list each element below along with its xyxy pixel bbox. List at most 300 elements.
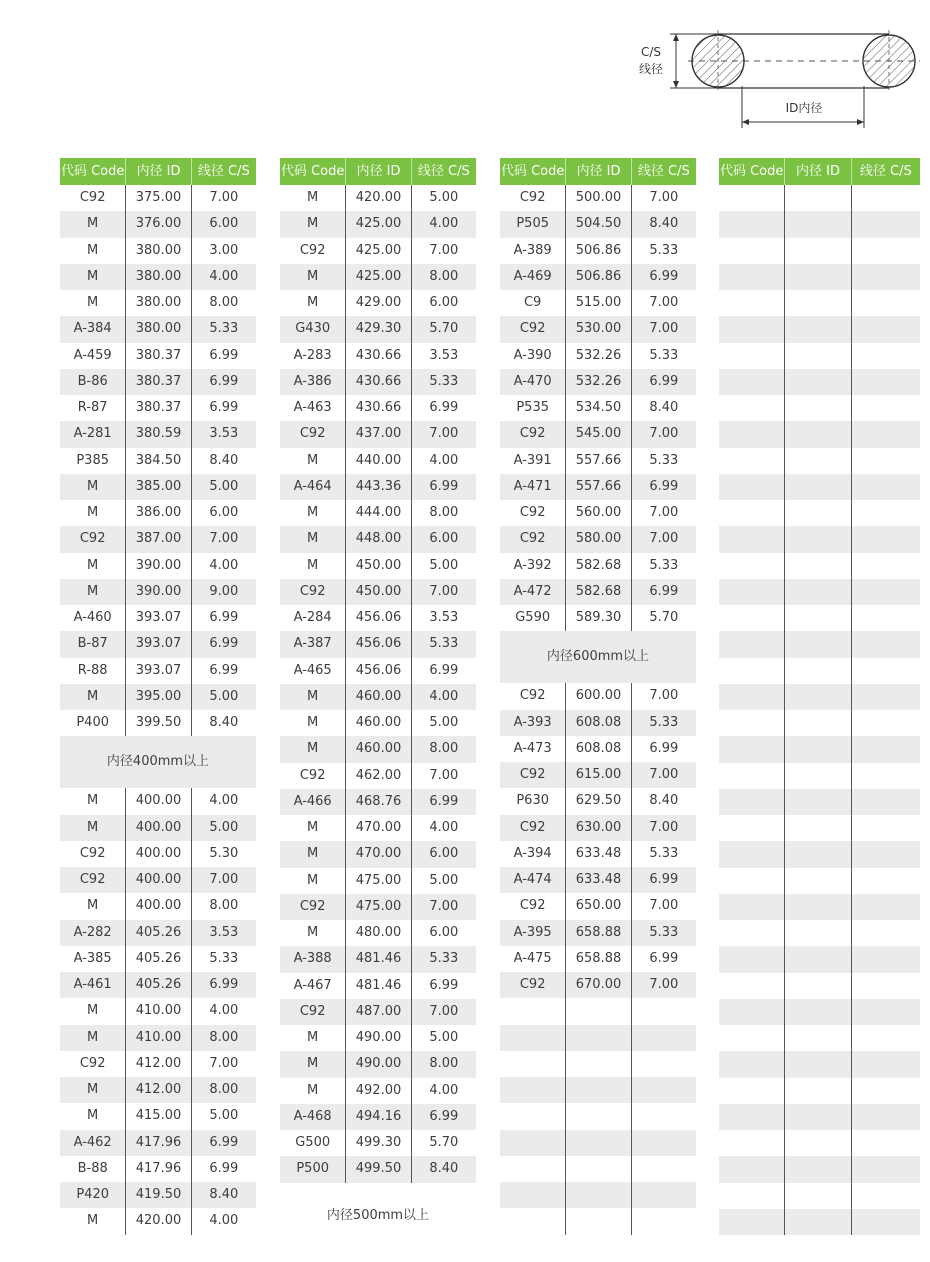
cell-code: M	[280, 841, 346, 867]
table-row	[60, 1208, 256, 1234]
cell-code	[500, 1130, 566, 1156]
cell-cross-section: 6.99	[209, 977, 239, 992]
table-row	[719, 868, 920, 894]
table-row	[60, 1025, 256, 1051]
cell-cross-section	[852, 815, 920, 841]
table-row	[60, 343, 256, 369]
cell-code	[719, 369, 785, 395]
cell-code: C92	[280, 763, 346, 789]
cell-cross-section: 5.00	[209, 819, 239, 835]
cell-cross-section	[632, 1130, 696, 1156]
table-row	[719, 500, 920, 526]
cell-code: M	[60, 684, 126, 710]
cell-inner-diameter: 534.50	[566, 395, 631, 421]
cell-inner-diameter: 530.00	[566, 316, 631, 342]
cell-inner-diameter: 385.00	[126, 474, 191, 500]
table-row	[280, 421, 476, 447]
cell-cross-section: 5.00	[429, 1030, 459, 1045]
table-row	[60, 1103, 256, 1129]
cell-inner-diameter: 419.50	[126, 1182, 191, 1208]
cell-code: A-393	[500, 710, 566, 736]
table-row	[719, 1051, 920, 1077]
cell-inner-diameter	[785, 658, 851, 684]
cell-code: A-468	[280, 1104, 346, 1130]
cell-code	[719, 1183, 785, 1209]
header-cross-section: 线径 C/S	[417, 164, 470, 179]
cell-cross-section: 5.00	[209, 1108, 239, 1124]
header-code: 代码 Code	[280, 158, 346, 185]
cell-cross-section	[852, 1130, 920, 1156]
cell-inner-diameter: 390.00	[126, 553, 191, 579]
cell-code	[719, 605, 785, 631]
cell-inner-diameter: 475.00	[346, 868, 411, 894]
cell-cross-section: 6.00	[429, 295, 459, 310]
cell-cross-section: 7.00	[429, 426, 459, 442]
cell-inner-diameter: 460.00	[346, 684, 411, 710]
cell-code: A-394	[500, 841, 566, 867]
cell-code: M	[280, 526, 346, 552]
cell-code: A-464	[280, 474, 346, 500]
cell-cross-section	[852, 238, 920, 264]
cell-cross-section: 7.00	[429, 583, 459, 599]
cell-cross-section: 8.00	[429, 1056, 459, 1072]
o-ring-diagram	[630, 20, 930, 132]
cell-code: M	[280, 1025, 346, 1051]
cell-code: P400	[60, 710, 126, 736]
cell-inner-diameter: 615.00	[566, 762, 631, 788]
table-row	[60, 1077, 256, 1103]
cell-cross-section	[852, 946, 920, 972]
table-row	[500, 841, 696, 867]
cell-code: A-474	[500, 867, 566, 893]
cell-cross-section	[852, 868, 920, 894]
cell-code: G500	[280, 1130, 346, 1156]
cell-inner-diameter: 470.00	[346, 815, 411, 841]
table-row	[500, 448, 696, 474]
cell-inner-diameter: 425.00	[346, 264, 411, 290]
cell-inner-diameter: 582.68	[566, 553, 631, 579]
cell-cross-section	[852, 474, 920, 500]
cell-code: A-460	[60, 605, 126, 631]
cell-code: C92	[60, 1051, 126, 1077]
cell-code: A-392	[500, 553, 566, 579]
cell-code: C92	[500, 500, 566, 526]
cell-cross-section: 5.00	[209, 688, 239, 704]
table-body	[60, 788, 256, 1234]
cell-inner-diameter	[566, 1130, 631, 1156]
cell-cross-section: 8.40	[649, 400, 679, 415]
cell-inner-diameter	[566, 1156, 631, 1182]
cell-cross-section: 8.00	[429, 505, 459, 520]
cell-inner-diameter: 470.00	[346, 841, 411, 867]
cell-inner-diameter: 393.07	[126, 631, 191, 657]
cell-inner-diameter: 425.00	[346, 238, 411, 264]
cell-cross-section	[852, 316, 920, 342]
cell-inner-diameter: 380.59	[126, 421, 191, 447]
cell-cross-section: 6.00	[209, 505, 239, 520]
table-row	[500, 343, 696, 369]
cell-inner-diameter: 386.00	[126, 500, 191, 526]
cell-inner-diameter: 387.00	[126, 526, 191, 552]
cell-cross-section: 7.00	[649, 767, 679, 782]
cell-code	[719, 710, 785, 736]
table-row	[60, 710, 256, 736]
header-code: 代码 Code	[719, 158, 785, 185]
cell-inner-diameter	[785, 920, 851, 946]
cell-code: A-395	[500, 920, 566, 946]
table-row	[280, 973, 476, 999]
cs-dimension-label	[630, 44, 672, 78]
cell-inner-diameter: 481.46	[346, 946, 411, 972]
table-row	[500, 526, 696, 552]
table-row	[719, 1156, 920, 1182]
cell-code: M	[60, 998, 126, 1024]
cell-cross-section	[632, 998, 696, 1024]
table-row	[280, 999, 476, 1025]
cell-code	[719, 526, 785, 552]
cell-code: A-459	[60, 343, 126, 369]
cell-inner-diameter: 448.00	[346, 526, 411, 552]
cell-cross-section	[852, 211, 920, 237]
cell-inner-diameter: 376.00	[126, 211, 191, 237]
cell-code	[719, 999, 785, 1025]
cell-code: A-465	[280, 658, 346, 684]
table-row	[500, 605, 696, 631]
cell-cross-section: 6.99	[209, 1160, 239, 1176]
cell-cross-section	[852, 1209, 920, 1235]
cell-code	[500, 1156, 566, 1182]
cell-inner-diameter: 490.00	[346, 1025, 411, 1051]
cell-cross-section: 6.99	[209, 347, 239, 363]
cell-cross-section: 7.00	[209, 531, 239, 547]
cell-inner-diameter: 405.26	[126, 920, 191, 946]
cell-inner-diameter	[785, 316, 851, 342]
cell-inner-diameter: 380.00	[126, 290, 191, 316]
cell-cross-section: 6.99	[649, 740, 679, 756]
table-row	[719, 920, 920, 946]
table-row	[719, 684, 920, 710]
cell-code: M	[280, 264, 346, 290]
table-row	[60, 788, 256, 814]
cell-inner-diameter	[566, 998, 631, 1024]
table-row	[500, 893, 696, 919]
cell-inner-diameter: 393.07	[126, 605, 191, 631]
cell-cross-section	[852, 710, 920, 736]
header-inner-diameter: 内径 ID	[346, 158, 411, 185]
cell-code: C92	[280, 238, 346, 264]
cell-inner-diameter	[785, 238, 851, 264]
cell-inner-diameter: 410.00	[126, 998, 191, 1024]
cell-code	[719, 290, 785, 316]
cell-code: A-461	[60, 972, 126, 998]
cell-code: M	[280, 815, 346, 841]
table-row	[280, 343, 476, 369]
table-row	[60, 421, 256, 447]
table-row	[500, 710, 696, 736]
cell-code: A-283	[280, 343, 346, 369]
table-row	[500, 867, 696, 893]
table-header	[60, 158, 256, 185]
cell-inner-diameter: 410.00	[126, 1025, 191, 1051]
table-row	[500, 1025, 696, 1051]
cell-inner-diameter: 417.96	[126, 1156, 191, 1182]
cell-inner-diameter	[785, 264, 851, 290]
cell-cross-section: 8.00	[209, 1029, 239, 1045]
cell-cross-section	[852, 1183, 920, 1209]
cell-code	[719, 815, 785, 841]
cell-code: M	[60, 1103, 126, 1129]
cell-inner-diameter	[785, 605, 851, 631]
cell-cross-section: 7.00	[649, 295, 679, 310]
table-header	[719, 158, 920, 185]
cell-cross-section: 6.99	[429, 662, 459, 678]
cell-inner-diameter: 380.00	[126, 316, 191, 342]
table-row	[500, 1130, 696, 1156]
cell-cross-section: 8.00	[429, 741, 459, 757]
table-row	[719, 789, 920, 815]
cell-inner-diameter: 456.06	[346, 658, 411, 684]
cell-inner-diameter: 633.48	[566, 841, 631, 867]
cell-cross-section: 5.00	[429, 872, 459, 888]
cell-inner-diameter: 500.00	[566, 185, 631, 211]
cell-code: M	[60, 264, 126, 290]
cell-cross-section	[852, 290, 920, 316]
cell-inner-diameter: 557.66	[566, 474, 631, 500]
table-row	[719, 605, 920, 631]
cell-cross-section: 6.99	[429, 1108, 459, 1124]
cell-code: A-466	[280, 789, 346, 815]
cell-inner-diameter: 380.37	[126, 343, 191, 369]
cell-cross-section: 7.00	[429, 898, 459, 914]
table-body	[500, 683, 696, 1234]
table-row	[719, 1130, 920, 1156]
header-cross-section: 线径 C/S	[859, 164, 912, 179]
cell-code: P535	[500, 395, 566, 421]
cell-inner-diameter: 487.00	[346, 999, 411, 1025]
cell-cross-section: 4.00	[429, 452, 459, 468]
cell-inner-diameter	[785, 579, 851, 605]
table-row	[719, 553, 920, 579]
table-row	[719, 448, 920, 474]
cell-code	[719, 1130, 785, 1156]
cell-cross-section: 5.30	[209, 845, 239, 861]
cell-inner-diameter: 415.00	[126, 1103, 191, 1129]
cell-cross-section: 9.00	[209, 583, 239, 599]
cell-code: M	[60, 815, 126, 841]
cell-inner-diameter: 400.00	[126, 788, 191, 814]
cell-inner-diameter: 499.50	[346, 1156, 411, 1182]
cell-code: C92	[500, 893, 566, 919]
cell-code: P630	[500, 788, 566, 814]
table-row	[719, 369, 920, 395]
cell-inner-diameter	[785, 1051, 851, 1077]
cell-cross-section: 6.99	[209, 1134, 239, 1150]
cell-cross-section	[852, 736, 920, 762]
cell-inner-diameter: 380.37	[126, 395, 191, 421]
table-row	[719, 973, 920, 999]
cell-inner-diameter	[785, 973, 851, 999]
cell-inner-diameter	[566, 1208, 631, 1234]
cell-code	[719, 211, 785, 237]
table-row	[500, 395, 696, 421]
cell-code	[719, 841, 785, 867]
table-row	[500, 683, 696, 709]
table-row	[500, 579, 696, 605]
table-row	[60, 658, 256, 684]
cell-code: M	[280, 684, 346, 710]
cell-code: M	[60, 1077, 126, 1103]
cell-cross-section: 4.00	[429, 1082, 459, 1098]
cell-cross-section	[852, 448, 920, 474]
table-row	[500, 946, 696, 972]
cell-code: A-389	[500, 238, 566, 264]
cell-cross-section	[852, 841, 920, 867]
table-row	[280, 710, 476, 736]
cell-code	[719, 789, 785, 815]
table-row	[280, 1051, 476, 1077]
cell-code	[500, 1182, 566, 1208]
cell-code	[719, 238, 785, 264]
table-row	[500, 553, 696, 579]
cell-cross-section	[632, 1182, 696, 1208]
table-row	[60, 972, 256, 998]
table-row	[280, 894, 476, 920]
cell-inner-diameter	[785, 211, 851, 237]
cell-inner-diameter: 444.00	[346, 500, 411, 526]
table-row	[280, 763, 476, 789]
cell-inner-diameter	[785, 448, 851, 474]
cell-cross-section	[852, 343, 920, 369]
cell-inner-diameter: 400.00	[126, 815, 191, 841]
cell-code: G590	[500, 605, 566, 631]
cell-code	[719, 395, 785, 421]
cell-inner-diameter: 405.26	[126, 946, 191, 972]
cell-cross-section: 8.00	[209, 295, 239, 310]
cell-code: A-388	[280, 946, 346, 972]
cell-cross-section: 8.00	[209, 898, 239, 914]
table-row	[500, 920, 696, 946]
table-row	[60, 684, 256, 710]
cell-code: A-384	[60, 316, 126, 342]
cell-cross-section: 7.00	[429, 1003, 459, 1019]
cell-code	[719, 1025, 785, 1051]
table-row	[60, 290, 256, 316]
cell-cross-section: 8.40	[209, 715, 239, 730]
cell-inner-diameter: 460.00	[346, 736, 411, 762]
cell-code: A-386	[280, 369, 346, 395]
table-header	[500, 158, 696, 185]
cell-inner-diameter	[785, 763, 851, 789]
cell-inner-diameter	[785, 868, 851, 894]
cell-cross-section	[852, 579, 920, 605]
cell-code: M	[60, 211, 126, 237]
cell-cross-section: 7.00	[649, 321, 679, 337]
cell-code	[500, 1103, 566, 1129]
table-row	[719, 999, 920, 1025]
cell-cross-section: 5.33	[209, 321, 239, 337]
cell-cross-section: 5.00	[429, 190, 459, 205]
table-row	[60, 264, 256, 290]
cell-cross-section: 6.00	[429, 925, 459, 940]
cell-code: M	[60, 500, 126, 526]
cell-inner-diameter: 456.06	[346, 605, 411, 631]
cell-cross-section: 3.53	[429, 347, 459, 363]
table-row	[500, 1182, 696, 1208]
section-divider-label: 内径400mm以上	[60, 736, 256, 788]
table-row	[60, 500, 256, 526]
cell-cross-section: 5.33	[209, 950, 239, 966]
table-row	[719, 1078, 920, 1104]
size-table-panel-4	[719, 158, 920, 1235]
cell-inner-diameter: 490.00	[346, 1051, 411, 1077]
cell-code	[719, 946, 785, 972]
cell-code: A-473	[500, 736, 566, 762]
cell-cross-section: 7.00	[649, 819, 679, 835]
cell-cross-section: 8.40	[649, 216, 679, 232]
header-inner-diameter: 内径 ID	[126, 158, 191, 185]
cell-code: M	[60, 290, 126, 316]
cell-inner-diameter: 390.00	[126, 579, 191, 605]
cell-inner-diameter: 420.00	[126, 1208, 191, 1234]
cell-code	[719, 343, 785, 369]
cell-inner-diameter: 475.00	[346, 894, 411, 920]
cell-inner-diameter	[566, 1182, 631, 1208]
cell-inner-diameter: 504.50	[566, 211, 631, 237]
cell-inner-diameter: 430.66	[346, 343, 411, 369]
cell-cross-section: 8.00	[209, 1082, 239, 1097]
cell-cross-section: 5.33	[429, 373, 459, 389]
cell-cross-section: 3.53	[209, 426, 239, 442]
cell-inner-diameter	[785, 684, 851, 710]
cell-inner-diameter: 430.66	[346, 369, 411, 395]
cell-inner-diameter: 450.00	[346, 579, 411, 605]
cell-code: B-86	[60, 369, 126, 395]
cell-code: C92	[500, 526, 566, 552]
cell-inner-diameter: 412.00	[126, 1077, 191, 1103]
cell-cross-section: 5.70	[429, 1135, 459, 1150]
cell-cross-section	[632, 1156, 696, 1182]
cell-inner-diameter: 399.50	[126, 710, 191, 736]
cell-cross-section: 6.99	[649, 583, 679, 599]
cell-inner-diameter: 443.36	[346, 474, 411, 500]
cell-cross-section: 6.99	[429, 478, 459, 494]
cell-code: M	[60, 788, 126, 814]
cell-cross-section: 4.00	[429, 820, 459, 835]
cell-code: C92	[500, 815, 566, 841]
table-row	[280, 185, 476, 211]
table-row	[719, 395, 920, 421]
cell-cross-section: 7.00	[649, 688, 679, 704]
cell-inner-diameter	[785, 946, 851, 972]
cell-cross-section	[852, 526, 920, 552]
size-table-panel-3	[500, 158, 696, 1235]
cell-inner-diameter: 393.07	[126, 658, 191, 684]
cell-code: P505	[500, 211, 566, 237]
cell-code	[719, 316, 785, 342]
cell-cross-section: 5.33	[649, 924, 679, 940]
table-row	[719, 658, 920, 684]
cell-inner-diameter: 557.66	[566, 448, 631, 474]
table-row	[280, 395, 476, 421]
cell-cross-section: 5.70	[649, 610, 679, 625]
cell-inner-diameter: 629.50	[566, 788, 631, 814]
cell-inner-diameter: 380.00	[126, 238, 191, 264]
cell-cross-section: 5.33	[649, 714, 679, 730]
table-row	[500, 211, 696, 237]
table-row	[719, 579, 920, 605]
cell-cross-section: 7.00	[649, 531, 679, 547]
cell-code	[719, 1078, 785, 1104]
